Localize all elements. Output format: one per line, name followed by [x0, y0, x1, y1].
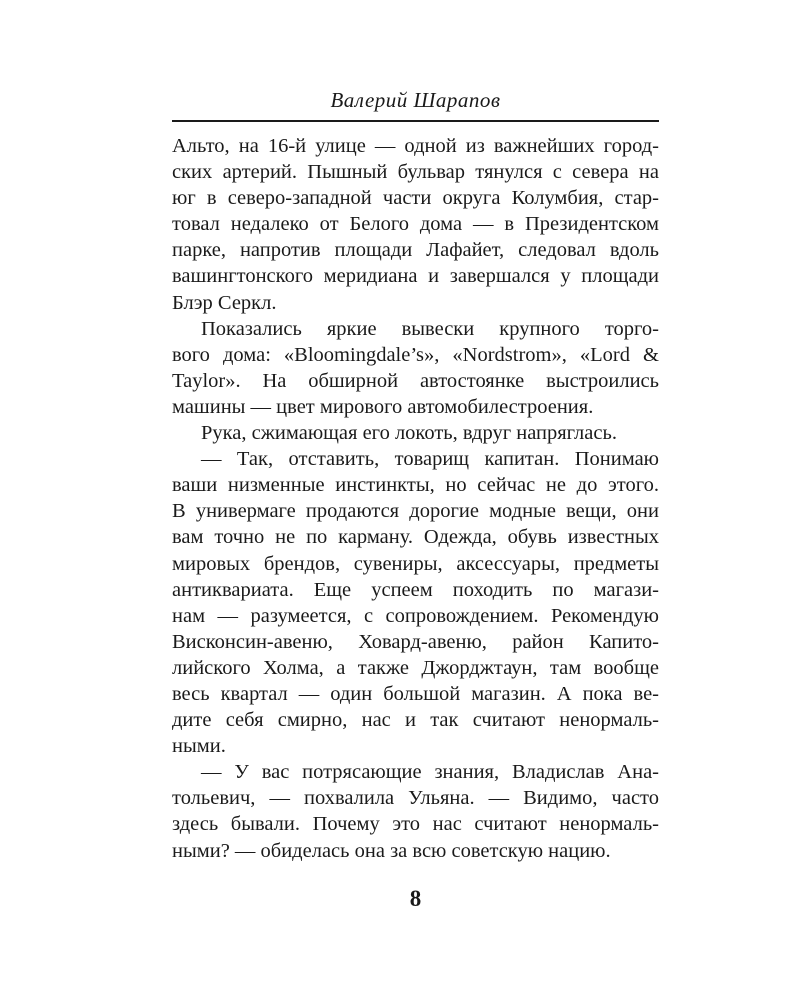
text-line: Taylor». На обширной автостоянке выстроились — [172, 369, 659, 392]
text-line: антиквариата. Еще успеем походить по магази- — [172, 578, 659, 601]
text-line: тольевич, — похвалила Ульяна. — Видимо, часто — [172, 787, 659, 810]
paragraph — [172, 446, 659, 759]
text-line: Альто, на 16-й улице — одной из важнейших город- — [172, 135, 659, 157]
text-line: дите себя смирно, нас и так считают ненормаль- — [172, 709, 659, 732]
text-line: вашингтонского меридиана и завершался у площади — [172, 265, 659, 288]
text-line: Висконсин-авеню, Ховард-авеню, район Капито- — [172, 630, 659, 653]
text-line: ными. — [172, 735, 226, 758]
body-text — [172, 133, 659, 864]
text-line: Блэр Серкл. — [172, 291, 277, 314]
text-line: юг в северо-западной части округа Колумбия, стар- — [172, 187, 659, 210]
text-line: Рука, сжимающая его локоть, вдруг напряглась. — [201, 422, 617, 445]
header-rule — [172, 120, 659, 122]
text-line: машины — цвет мирового автомобилестроения. — [172, 395, 594, 418]
text-line: В универмаге продаются дорогие модные вещи, они — [172, 500, 659, 523]
text-line: мировых брендов, сувениры, аксессуары, предметы — [172, 552, 659, 575]
text-line: весь квартал — один большой магазин. А пока ве- — [172, 682, 659, 705]
paragraph — [172, 759, 659, 863]
paragraph — [172, 316, 659, 420]
text-line: здесь бывали. Почему это нас считают ненормаль- — [172, 813, 659, 836]
text-line: ными? — обиделась она за всю советскую нацию. — [172, 839, 611, 862]
text-line: нам — разумеется, с сопровождением. Рекомендую — [172, 604, 659, 627]
text-line: лийского Холма, а также Джорджтаун, там вообще — [172, 656, 659, 679]
text-line: парке, напротив площади Лафайет, следовал вдоль — [172, 239, 659, 262]
running-head-author: Валерий Шарапов — [330, 88, 501, 112]
text-line: Показались яркие вывески крупного торго- — [201, 317, 659, 340]
text-line: товал недалеко от Белого дома — в Президентском — [172, 213, 659, 236]
text-line: — Так, отставить, товарищ капитан. Понимаю — [201, 448, 659, 471]
text-line: ваши низменные инстинкты, но сейчас не до этого. — [172, 474, 659, 497]
page-number: 8 — [409, 886, 422, 911]
text-line: — У вас потрясающие знания, Владислав Ана- — [201, 761, 659, 784]
text-line: ских артерий. Пышный бульвар тянулся с севера на — [172, 161, 659, 184]
text-line: вого дома: «Bloomingdale’s», «Nordstrom», «Lord & — [172, 343, 659, 366]
paragraph — [172, 133, 659, 316]
text-line: вам точно не по карману. Одежда, обувь известных — [172, 526, 659, 549]
paragraph — [172, 420, 659, 446]
